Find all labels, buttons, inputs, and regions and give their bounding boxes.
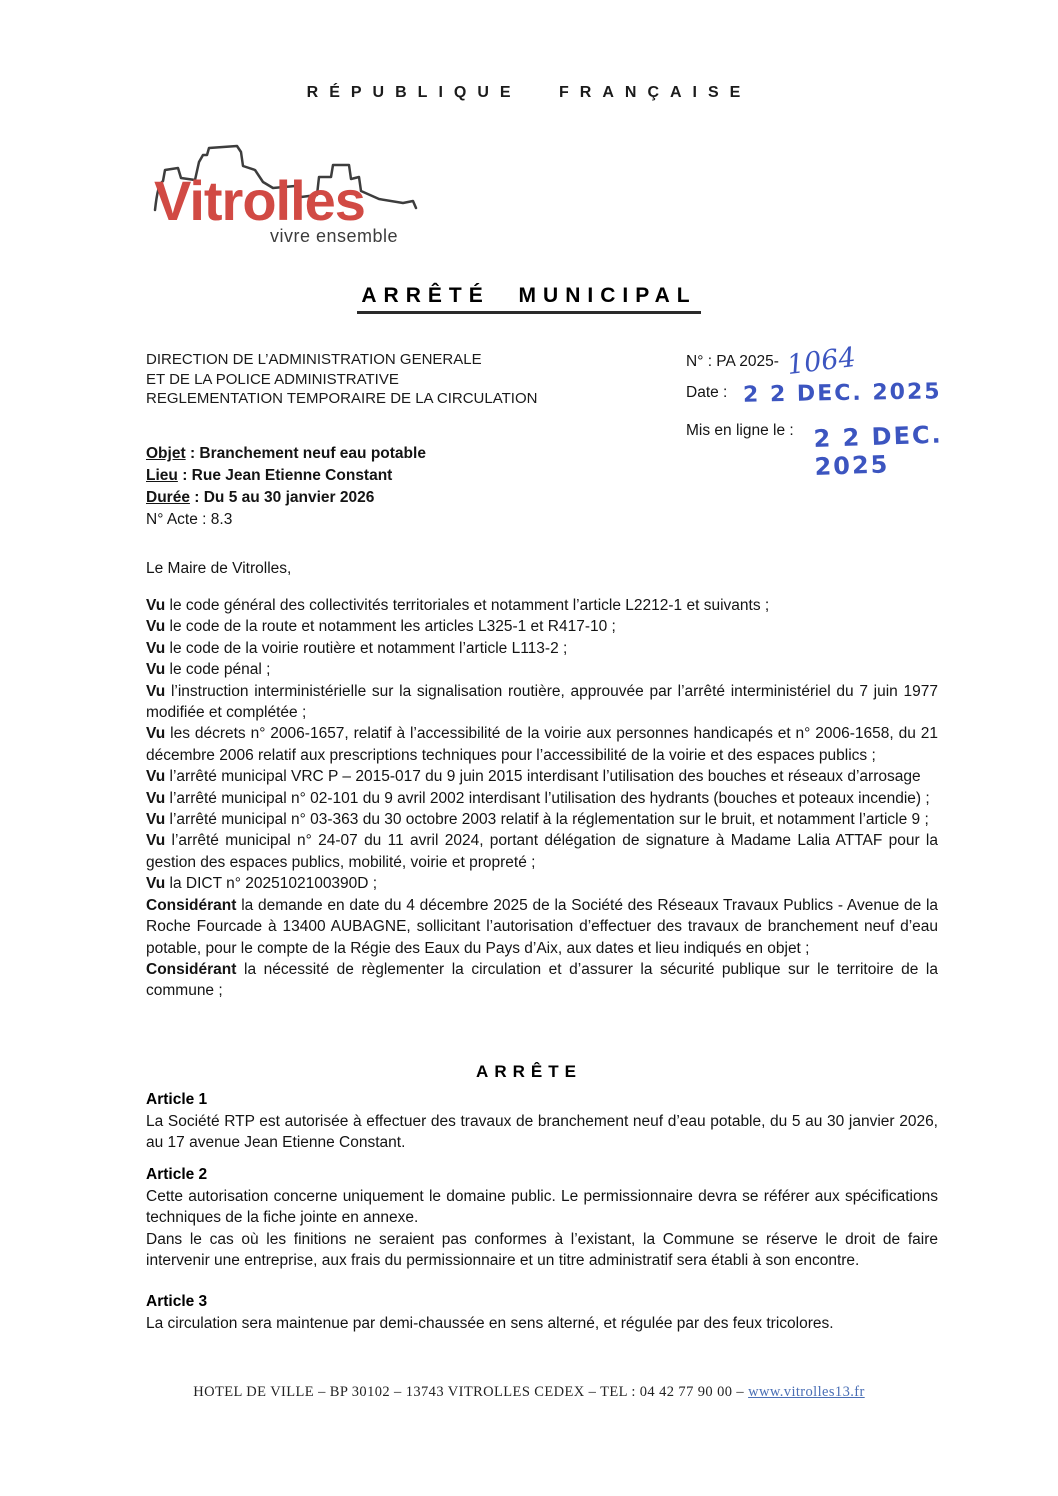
- recital-paragraph: Vu l’arrêté municipal n° 03-363 du 30 octobre 2003 relatif à la réglementation sur le bruit, et notamment l’article 9 ;: [146, 811, 929, 829]
- article-3-text: La circulation sera maintenue par demi-chaussée en sens alterné, et régulée par des feux tricolores.: [146, 1314, 834, 1332]
- recital-paragraph: Considérant la demande en date du 4 décembre 2025 de la Société des Réseaux Travaux Publics - Avenue de la Roche Fourcade à 13400 AUBAGNE, sollicitant l’autorisation d’effectuer des travaux de branchement neuf d’eau potable, pour le compte de la Régie des Eaux du Pays d’Aix, aux dates et lieu indiqués en objet ;: [146, 896, 939, 957]
- direction-line-2: ET DE LA POLICE ADMINISTRATIVE: [146, 370, 399, 388]
- recital-paragraph: Vu le code de la voirie routière et notamment l’article L113-2 ;: [146, 639, 568, 657]
- footer: [0, 1384, 1058, 1401]
- article-1-heading: Article 1: [146, 1091, 208, 1108]
- reference-block: [686, 341, 986, 481]
- direction-block: [146, 350, 537, 409]
- recital-paragraph: Vu la DICT n° 2025102100390D ;: [146, 875, 378, 893]
- recital-paragraph: Vu l’arrêté municipal n° 02-101 du 9 avril 2002 interdisant l’utilisation des hydrants (bouches et poteaux incendie) ;: [146, 789, 930, 807]
- logo-wordmark: Vitrolles: [154, 169, 365, 232]
- article-2-text-2: Dans le cas où les finitions ne seraient pas conformes à l’existant, la Commune se réserve le droit de faire intervenir une entreprise, aux frais du permissionnaire et un titre administratif sera établi à son encontre.: [146, 1230, 938, 1270]
- recital-paragraph: Vu l’arrêté municipal VRC P – 2015-017 du 9 juin 2015 interdisant l’utilisation des bouches et réseaux d’arrosage: [146, 768, 921, 786]
- article-1: [146, 1089, 938, 1154]
- date-row: [686, 381, 986, 406]
- duree-value: Du 5 au 30 janvier 2026: [203, 489, 375, 506]
- recital-paragraph: Vu le code général des collectivités territoriales et notamment l’article L2212-1 et suivants ;: [146, 597, 770, 614]
- republique-francaise-heading: RÉPUBLIQUE FRANÇAISE: [306, 84, 752, 101]
- numero-label: N° : PA 2025-: [686, 353, 779, 370]
- vitrolles-logo: [150, 140, 530, 260]
- handwritten-number: 1064: [785, 341, 858, 382]
- objet-row: [146, 443, 426, 465]
- lieu-value: Rue Jean Etienne Constant: [191, 467, 393, 484]
- duree-row: [146, 487, 426, 509]
- direction-line-1: DIRECTION DE L’ADMINISTRATION GENERALE: [146, 351, 482, 368]
- article-2: [146, 1164, 938, 1272]
- article-1-text: La Société RTP est autorisée à effectuer des travaux de branchement neuf d’eau potable, du 5 au 30 janvier 2026, au 17 avenue Jean Etienne Constant.: [146, 1112, 938, 1152]
- article-2-heading: Article 2: [146, 1166, 208, 1183]
- acte-row: N° Acte : 8.3: [146, 511, 233, 528]
- subject-block: [146, 443, 426, 531]
- document-title: ARRÊTÉ MUNICIPAL: [0, 284, 1058, 314]
- numero-row: [686, 341, 986, 382]
- recital-paragraph: Considérant la nécessité de règlementer la circulation et d’assurer la sécurité publique sur le territoire de la commune ;: [146, 960, 938, 1000]
- objet-value: Branchement neuf eau potable: [199, 445, 426, 462]
- lieu-label: Lieu: [146, 467, 178, 484]
- lieu-row: [146, 465, 426, 487]
- salutation: Le Maire de Vitrolles,: [146, 560, 292, 577]
- recitals-block: [146, 595, 938, 1002]
- article-3: [146, 1291, 938, 1334]
- lieu-separator: :: [182, 467, 188, 484]
- duree-separator: :: [194, 489, 200, 506]
- date-label: Date :: [686, 384, 728, 401]
- objet-label: Objet: [146, 445, 186, 462]
- recital-paragraph: Vu le code pénal ;: [146, 661, 271, 679]
- recital-paragraph: Vu l’instruction interministérielle sur la signalisation routière, approuvée par l’arrêté interministériel du 7 juin 1977 modifiée et complétée ;: [146, 682, 938, 722]
- recital-paragraph: Vu l’arrêté municipal n° 24-07 du 11 avril 2024, portant délégation de signature à Madame Lalia ATTAF pour la gestion des espaces publics, mobilité, voirie et propreté ;: [146, 832, 938, 871]
- footer-text: HOTEL DE VILLE – BP 30102 – 13743 VITROLLES CEDEX – TEL : 04 42 77 90 00 –: [193, 1384, 745, 1400]
- footer-website-link[interactable]: www.vitrolles13.fr: [748, 1384, 865, 1400]
- direction-line-3: REGLEMENTATION TEMPORAIRE DE LA CIRCULATION: [146, 390, 538, 407]
- arrete-heading: ARRÊTE: [476, 1062, 582, 1081]
- date-stamp: 2 2 DEC. 2025: [743, 379, 943, 408]
- article-3-heading: Article 3: [146, 1293, 208, 1310]
- article-2-text-1: Cette autorisation concerne uniquement le domaine public. Le permissionnaire devra se référer aux spécifications techniques de la fiche jointe en annexe.: [146, 1187, 938, 1227]
- online-stamp: 2 2 DEC. 2025: [813, 420, 944, 481]
- recital-paragraph: Vu les décrets n° 2006-1657, relatif à l’accessibilité de la voirie aux personnes handicapés et n° 2006-1658, du 21 décembre 2006 relatif aux prescriptions techniques pour l’accessibilité de la voirie et des espaces publics ;: [146, 725, 938, 764]
- objet-separator: :: [189, 445, 196, 462]
- online-label: Mis en ligne le :: [686, 422, 794, 439]
- recital-paragraph: Vu le code de la route et notamment les articles L325-1 et R417-10 ;: [146, 618, 616, 636]
- logo-tagline: vivre ensemble: [270, 226, 399, 246]
- duree-label: Durée: [146, 489, 190, 506]
